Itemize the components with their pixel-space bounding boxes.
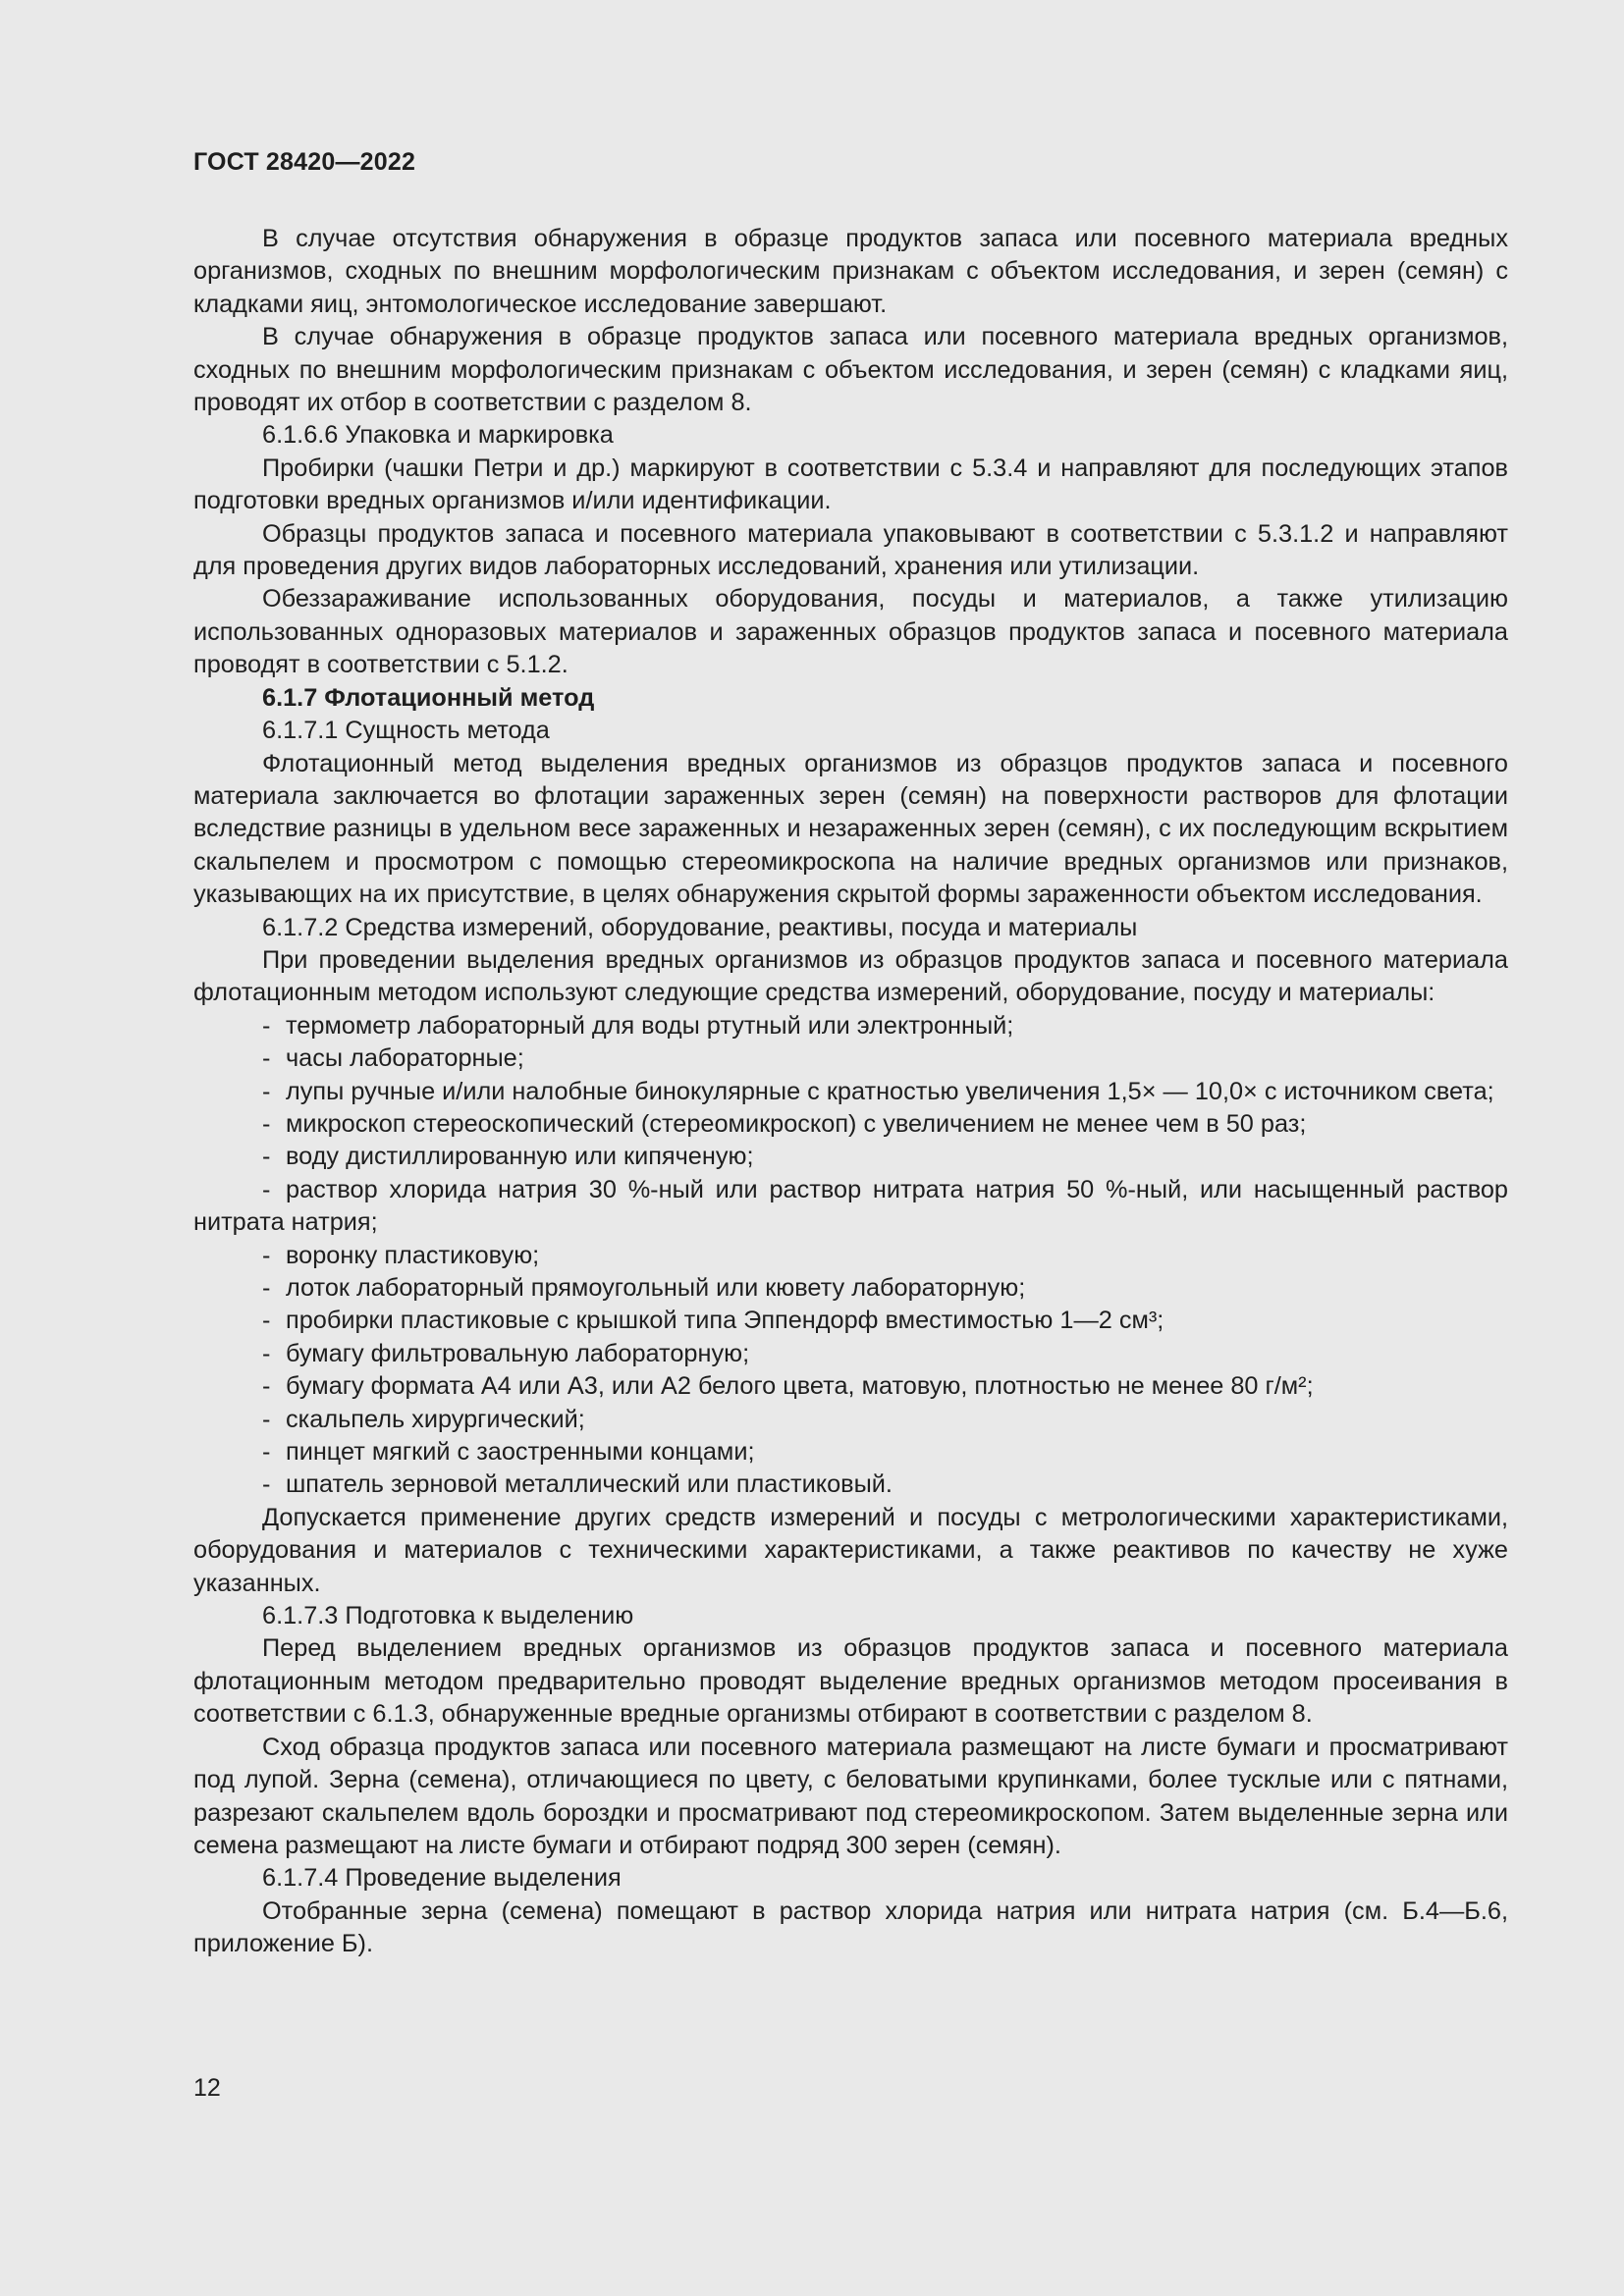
paragraph: Допускается применение других средств измерений и посуды с метрологическими характеристиками, оборудования и материалов с техническими характеристиками, а также реактивов по качеству не хуже указанных. bbox=[193, 1503, 1508, 1597]
page-number: 12 bbox=[193, 2074, 221, 2102]
paragraph: 6.1.7.2 Средства измерений, оборудование, реактивы, посуда и материалы bbox=[262, 913, 1138, 941]
paragraph: Сход образца продуктов запаса или посевного материала размещают на листе бумаги и просматривают под лупой. Зерна (семена), отличающиеся по цвету, с беловатыми крупинками, более тусклые или с пятнами, разрезают скальпелем вдоль бороздки и просматривают под стереомикроскопом. Затем выделенные зерна или семена размещают на листе бумаги и отбирают подряд 300 зерен (семян). bbox=[193, 1733, 1508, 1859]
list-item bbox=[193, 1436, 1508, 1468]
list-item bbox=[193, 1141, 1508, 1173]
list-dash: - bbox=[262, 1109, 271, 1138]
list-item-text: термометр лабораторный для воды ртутный или электронный; bbox=[286, 1011, 1014, 1040]
list-item-text: раствор хлорида натрия 30 %-ный или раствор нитрата натрия 50 %-ный, или насыщенный раствор нитрата натрия; bbox=[193, 1175, 1508, 1237]
list-item bbox=[193, 1174, 1508, 1240]
list-dash: - bbox=[262, 1438, 271, 1467]
document-header: ГОСТ 28420—2022 bbox=[193, 148, 416, 176]
paragraph: 6.1.7.3 Подготовка к выделению bbox=[262, 1602, 634, 1630]
list-item bbox=[193, 1272, 1508, 1305]
list-item bbox=[193, 1240, 1508, 1272]
list-dash: - bbox=[262, 1044, 271, 1073]
list-item-text: бумагу формата А4 или А3, или А2 белого цвета, матовую, плотностью не менее 80 г/м²; bbox=[286, 1372, 1314, 1401]
list-item-text: пробирки пластиковые с крышкой типа Эппендорф вместимостью 1—2 см³; bbox=[286, 1307, 1164, 1335]
paragraph: 6.1.7.1 Сущность метода bbox=[262, 717, 550, 745]
paragraph: 6.1.7.4 Проведение выделения bbox=[262, 1864, 622, 1893]
paragraph: В случае обнаружения в образце продуктов запаса или посевного материала вредных организмов, сходных по внешним морфологическим признакам с объектом исследования, и зерен (семян) с кладками яиц, проводят их отбор в соответствии с разделом 8. bbox=[193, 323, 1508, 417]
list-item-text: скальпель хирургический; bbox=[286, 1405, 585, 1433]
list-item-text: воронку пластиковую; bbox=[286, 1241, 540, 1269]
list-item bbox=[193, 1010, 1508, 1042]
paragraph: В случае отсутствия обнаружения в образце продуктов запаса или посевного материала вредных организмов, сходных по внешним морфологическим признакам с объектом исследования, и зерен (семян) с кладками яиц, энтомологическое исследование завершают. bbox=[193, 225, 1508, 318]
paragraph: При проведении выделения вредных организмов из образцов продуктов запаса и посевного материала флотационным методом используют следующие средства измерений, оборудование, посуду и материалы: bbox=[193, 945, 1508, 1007]
list-dash: - bbox=[262, 1470, 271, 1499]
list-dash: - bbox=[262, 1372, 271, 1401]
list-item-text: микроскоп стереоскопический (стереомикроскоп) с увеличением не менее чем в 50 раз; bbox=[286, 1109, 1307, 1138]
list-item-text: лупы ручные и/или налобные бинокулярные с кратностью увеличения 1,5× — 10,0× с источником света; bbox=[286, 1077, 1494, 1105]
paragraph: Перед выделением вредных организмов из образцов продуктов запаса и посевного материала флотационным методом предварительно проводят выделение вредных организмов методом просеивания в соответствии с 6.1.3, обнаруженные вредные организмы отбирают в соответствии с разделом 8. bbox=[193, 1634, 1508, 1729]
list-dash: - bbox=[262, 1077, 271, 1105]
list-dash: - bbox=[262, 1274, 271, 1302]
list-item-text: часы лабораторные; bbox=[286, 1044, 524, 1073]
list-item bbox=[193, 1305, 1508, 1337]
list-item-text: бумагу фильтровальную лабораторную; bbox=[286, 1339, 750, 1367]
list-item bbox=[193, 1404, 1508, 1436]
list-item bbox=[193, 1076, 1508, 1108]
paragraph: Флотационный метод выделения вредных организмов из образцов продуктов запаса и посевного материала заключается во флотации зараженных зерен (семян) на поверхности растворов для флотации вследствие разницы в удельном весе зараженных и незараженных зерен (семян), с их последующим вскрытием скальпелем и просмотром с помощью стереомикроскопа на наличие вредных организмов или признаков, указывающих на их присутствие, в целях обнаружения скрытой формы зараженности объектом исследования. bbox=[193, 749, 1508, 909]
list-dash: - bbox=[262, 1405, 271, 1433]
paragraph: Образцы продуктов запаса и посевного материала упаковывают в соответствии с 5.3.1.2 и направляют для проведения других видов лабораторных исследований, хранения или утилизации. bbox=[193, 519, 1508, 581]
list-dash: - bbox=[262, 1011, 271, 1040]
list-dash: - bbox=[262, 1143, 271, 1171]
section-heading: 6.1.7 Флотационный метод bbox=[262, 683, 595, 712]
list-item bbox=[193, 1468, 1508, 1501]
paragraph: Обеззараживание использованных оборудования, посуды и материалов, а также утилизацию использованных одноразовых материалов и зараженных образцов продуктов запаса и посевного материала проводят в соответствии с 5.1.2. bbox=[193, 585, 1508, 679]
list-item-text: воду дистиллированную или кипяченую; bbox=[286, 1143, 754, 1171]
list-item bbox=[193, 1108, 1508, 1141]
paragraph: 6.1.6.6 Упаковка и маркировка bbox=[262, 421, 614, 450]
list-item bbox=[193, 1370, 1508, 1403]
paragraph: Пробирки (чашки Петри и др.) маркируют в соответствии с 5.3.4 и направляют для последующих этапов подготовки вредных организмов и/или идентификации. bbox=[193, 454, 1508, 515]
list-item bbox=[193, 1338, 1508, 1370]
list-dash: - bbox=[262, 1307, 271, 1335]
list-item-text: шпатель зерновой металлический или пластиковый. bbox=[286, 1470, 893, 1499]
list-dash: - bbox=[262, 1241, 271, 1269]
paragraph: Отобранные зерна (семена) помещают в раствор хлорида натрия или нитрата натрия (см. Б.4—Б.6, приложение Б). bbox=[193, 1896, 1508, 1958]
list-item-text: пинцет мягкий с заостренными концами; bbox=[286, 1438, 755, 1467]
list-item bbox=[193, 1042, 1508, 1075]
document-body bbox=[193, 223, 1508, 1961]
list-item-text: лоток лабораторный прямоугольный или кювету лабораторную; bbox=[286, 1274, 1026, 1302]
list-dash: - bbox=[262, 1339, 271, 1367]
list-dash: - bbox=[262, 1175, 271, 1203]
